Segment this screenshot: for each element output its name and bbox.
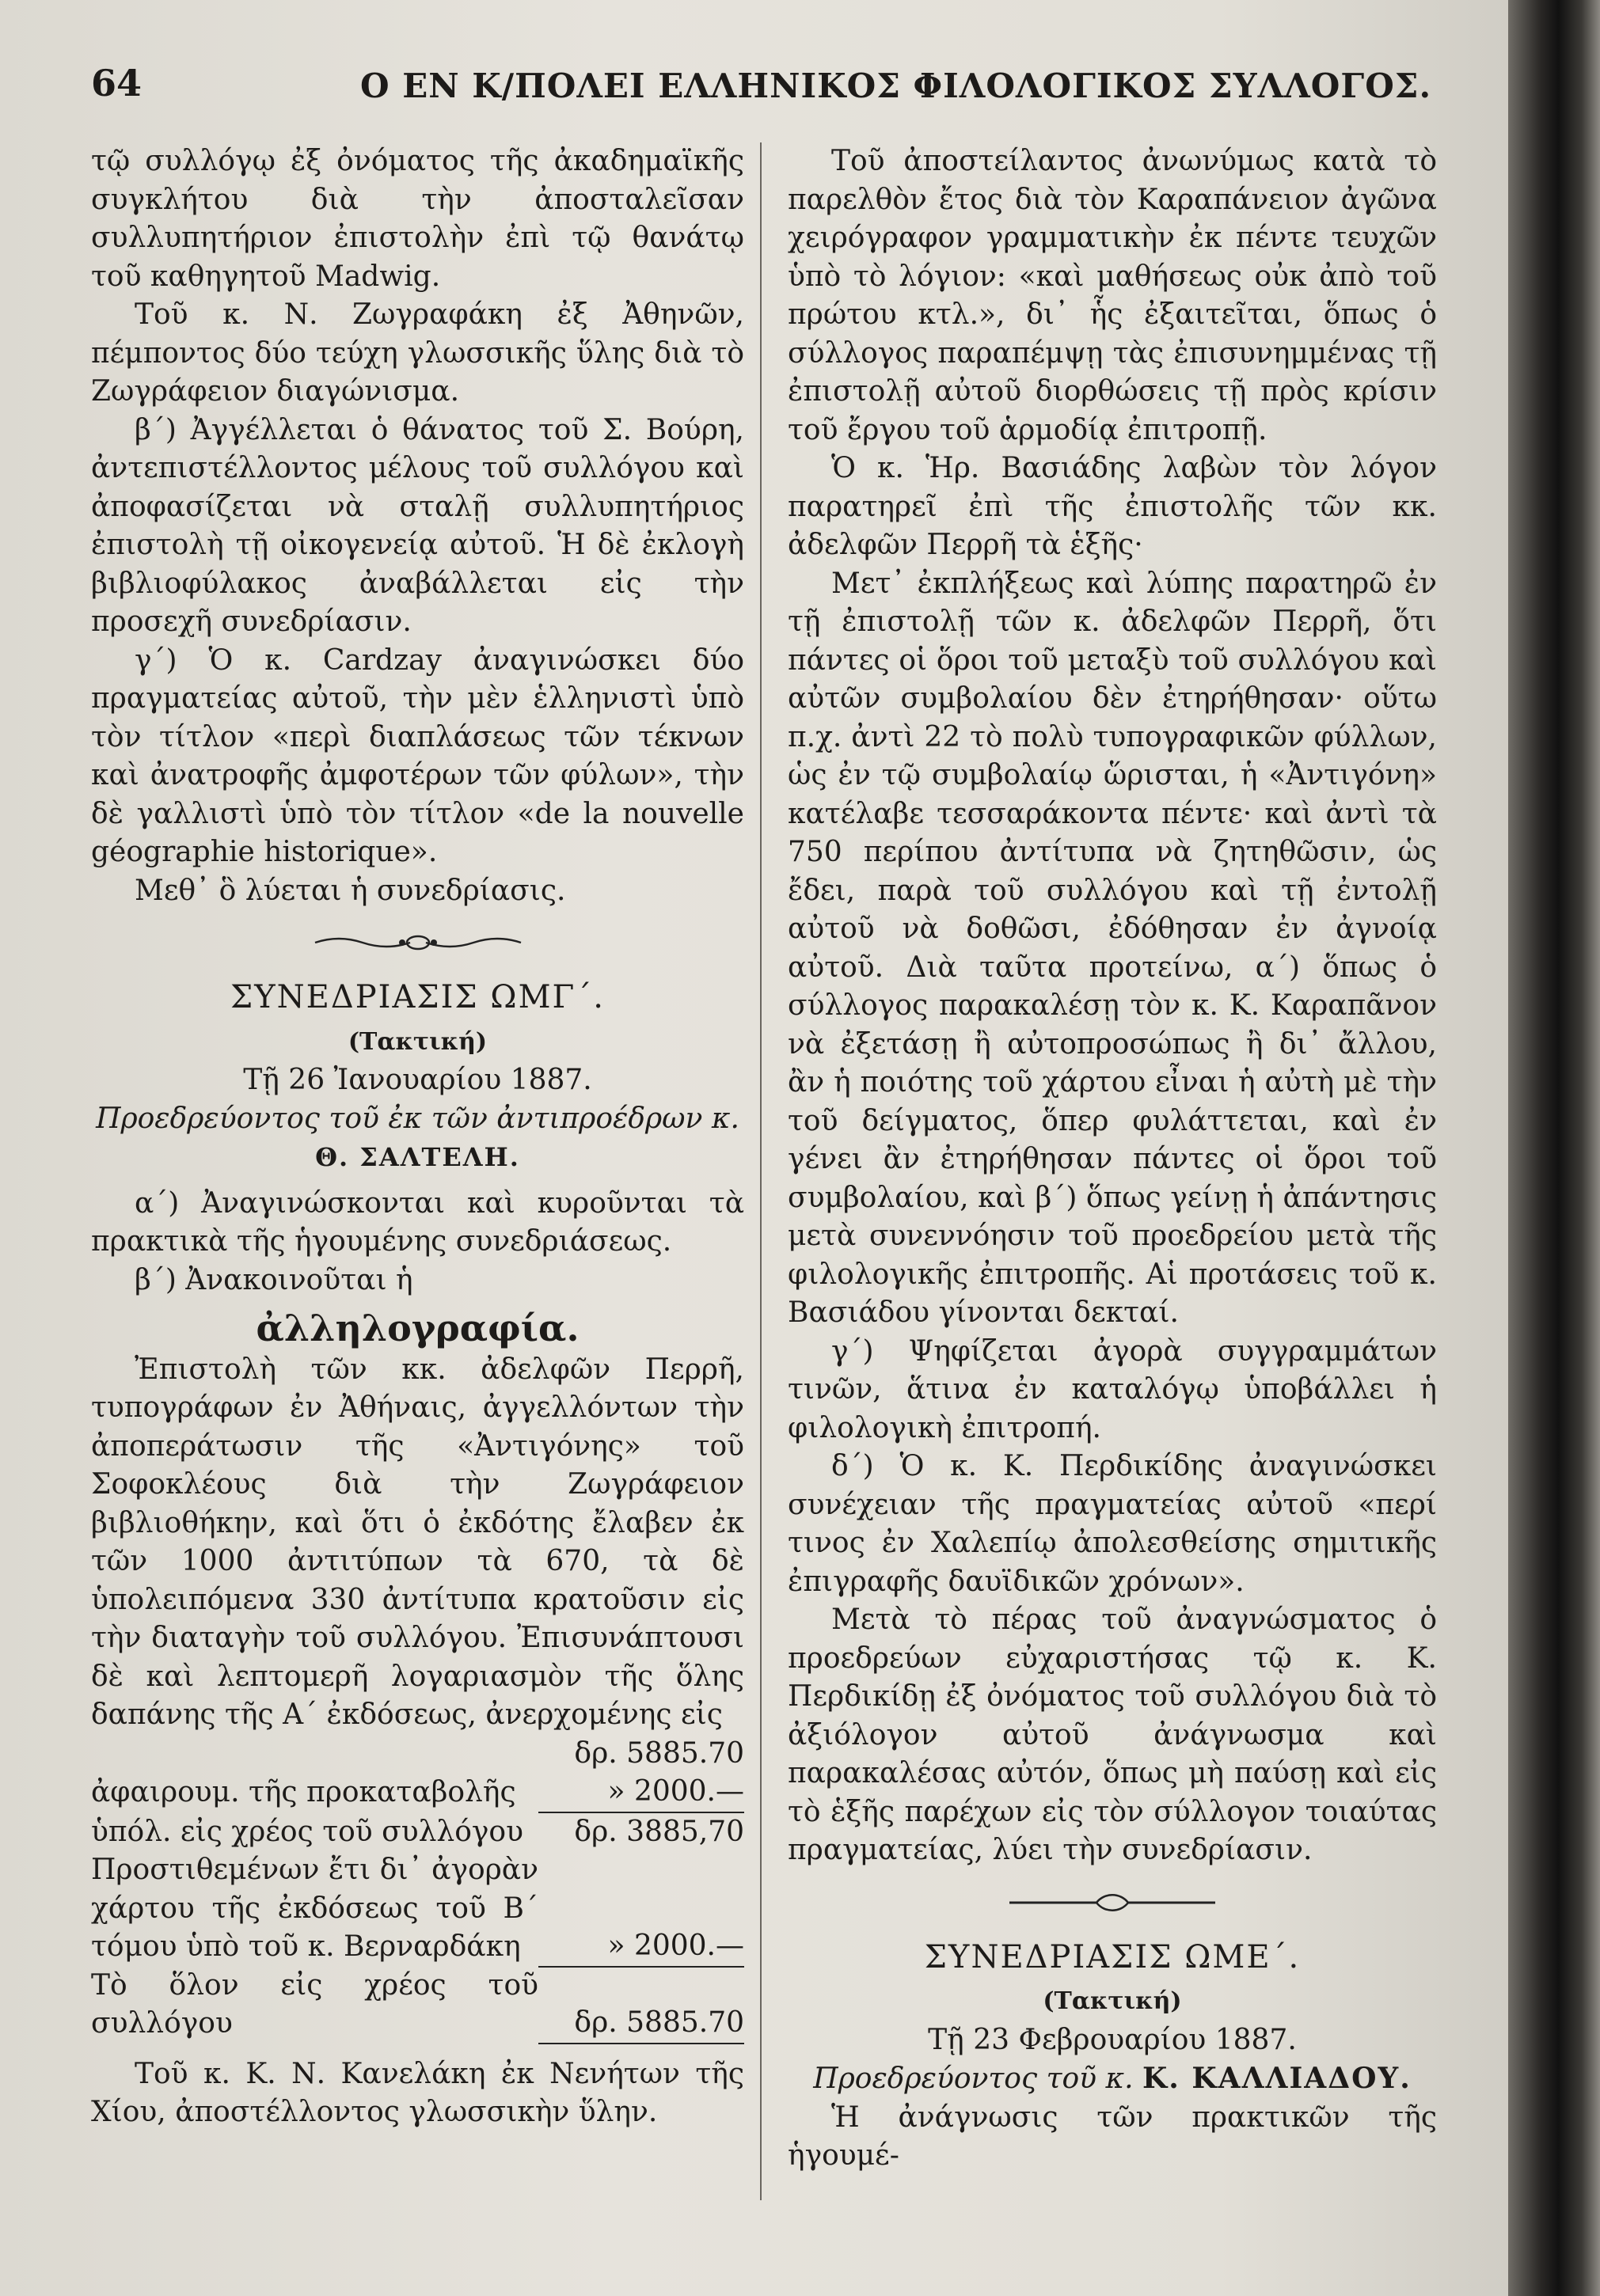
account-amount: δρ. 3885,70 [538, 1812, 744, 1852]
presiding-line [788, 2059, 1437, 2099]
ornament-divider [307, 931, 529, 954]
paragraph: Μετὰ τὸ πέρας τοῦ ἀναγνώσματος ὁ προεδρεύων εὐχαριστήσας τῷ κ. Κ. Περδικίδῃ ἐξ ὀνόματος τοῦ συλλόγου διὰ τὸ ἀξιόλογον αὐτοῦ ἀνάγνωσμα καὶ παρακαλέσας αὐτόν, ὅπως μὴ παύσῃ καὶ εἰς τὸ ἑξῆς παρέχων εἰς τὸν σύλλογον τοιαύτας πραγματείας, λύει τὴν συνεδρίασιν. [788, 1603, 1437, 1866]
presiding-name: Κ. ΚΑΛΛΙΑΔΟΥ. [1142, 2062, 1412, 2095]
right-column [788, 142, 1437, 2176]
account-amount: δρ. 5885.70 [538, 1967, 744, 2044]
session-date: Τῇ 26 Ἰανουαρίου 1887. [243, 1064, 592, 1096]
column-rule [760, 142, 762, 2200]
account-label [91, 1735, 538, 1774]
paragraph: δ΄) Ὁ κ. Κ. Περδικίδης ἀναγινώσκει συνέχειαν τῆς πραγματείας αὐτοῦ «περί τινος ἐν Χαλεπίῳ ἀπολεσθείσης σημιτικῆς ἐπιγραφῆς δαυϊδικῶν χρόνων». [788, 1450, 1437, 1598]
paragraph: Τοῦ κ. Κ. Ν. Κανελάκη ἐκ Νενήτων τῆς Χίου, ἀποστέλλοντος γλωσσικὴν ὕλην. [91, 2057, 744, 2128]
paragraph: Τοῦ κ. Ν. Ζωγραφάκη ἐξ Ἀθηνῶν, πέμποντος δύο τεύχη γλωσσικῆς ὕλης διὰ τὸ Ζωγράφειον διαγώνισμα. [91, 298, 744, 408]
account-label: Τὸ ὅλον εἰς χρέος τοῦ συλλόγου [91, 1968, 538, 2040]
running-head: Ο ΕΝ Κ/ΠΟΛΕΙ ΕΛΛΗΝΙΚΟΣ ΦΙΛΟΛΟΓΙΚΟΣ ΣΥΛΛΟΓΟΣ. [360, 66, 1432, 105]
presiding-line: Προεδρεύοντος τοῦ ἐκ τῶν ἀντιπροέδρων κ. [96, 1102, 739, 1135]
paragraph: α΄) Ἀναγινώσκονται καὶ κυροῦνται τὰ πρακτικὰ τῆς ἡγουμένης συνεδριάσεως. [91, 1186, 744, 1258]
paragraph: γ΄) Ὁ κ. Cardzay ἀναγινώσκει δύο πραγματείας αὐτοῦ, τὴν μὲν ἑλληνιστὶ ὑπὸ τὸν τίτλον «περὶ διαπλάσεως τῶν τέκνων καὶ ἀνατροφῆς ἀμφοτέρων τῶν φύλων», τὴν δὲ γαλλιστὶ ὑπὸ τὸν τίτλον «de la nouvelle géographie historique». [91, 643, 744, 868]
presiding-name: Θ. ΣΑΛΤΕΛΗ. [315, 1142, 520, 1172]
account-amount: δρ. 5885.70 [574, 1736, 744, 1770]
session-title: ΣΥΝΕΔΡΙΑΣΙΣ ΩΜΓ΄. [230, 979, 606, 1015]
account-row [91, 1773, 744, 1812]
paragraph: β΄) Ἀνακοινοῦται ἡ [135, 1263, 413, 1296]
session-date: Τῇ 23 Φεβρουαρίου 1887. [928, 2023, 1297, 2056]
account-row [91, 1967, 744, 2044]
paragraph: Ἐπιστολὴ τῶν κκ. ἀδελφῶν Περρῆ, τυπογράφων ἐν Ἀθήναις, ἀγγελλόντων τὴν ἀποπεράτωσιν τῆς «Ἀντιγόνης» τοῦ Σοφοκλέους διὰ τὴν Ζωγράφειον βιβλιοθήκην, καὶ ὅτι ὁ ἐκδότης ἔλαβεν ἐκ τῶν 1000 ἀντιτύπων τὰ 670, τὰ δὲ ὑπολειπόμενα 330 ἀντίτυπα κρατοῦσιν εἰς τὴν διαταγὴν τοῦ συλλόγου. Ἐπισυνάπτουσι δὲ καὶ λεπτομερῆ λογαριασμὸν τῆς ὅλης δαπάνης τῆς Α΄ ἐκδόσεως, ἀνερχομένης εἰς [91, 1353, 744, 1731]
account-label: ἀφαιρουμ. τῆς προκαταβολῆς [91, 1776, 516, 1808]
paragraph: β΄) Ἀγγέλλεται ὁ θάνατος τοῦ Σ. Βούρη, ἀντεπιστέλλοντος μέλους τοῦ συλλόγου καὶ ἀποφασίζεται νὰ σταλῇ συλλυπητήριος ἐπιστολὴ τῇ οἰκογενείᾳ αὐτοῦ. Ἡ δὲ ἐκλογὴ βιβλιοφύλακος ἀναβάλλεται εἰς τὴν προσεχῆ συνεδρίασιν. [91, 413, 744, 638]
account-table [91, 1735, 744, 2044]
presiding-text: Προεδρεύοντος τοῦ κ. [813, 2063, 1134, 2095]
paragraph: Τοῦ ἀποστείλαντος ἀνωνύμως κατὰ τὸ παρελθὸν ἔτος διὰ τὸν Καραπάνειον ἀγῶνα χειρόγραφον γραμματικὴν ἐκ πέντε τευχῶν ὑπὸ τὸ λόγιον: «καὶ μαθήσεως οὐκ ἀπὸ τοῦ πρώτου κτλ.», δι᾽ ἧς ἐξαιτεῖται, ὅπως ὁ σύλλογος παραπέμψῃ τὰς ἐπισυνημμένας τῇ ἐπιστολῇ αὐτοῦ διορθώσεις τῇ πρὸς κρίσιν τοῦ ἔργου τοῦ ἁρμοδίᾳ ἐπιτροπῇ. [788, 145, 1437, 446]
account-amount: » 2000.— [607, 1930, 744, 1962]
paragraph: Ὁ κ. Ἡρ. Βασιάδης λαβὼν τὸν λόγον παρατηρεῖ ἐπὶ τῆς ἐπιστολῆς τῶν κκ. ἀδελφῶν Περρῆ τὰ ἑξῆς· [788, 452, 1437, 561]
paragraph: Μεθ᾽ ὃ λύεται ἡ συνεδρίασις. [135, 874, 566, 907]
left-column [91, 142, 744, 2132]
account-label: ὑπόλ. εἰς χρέος τοῦ συλλόγου [91, 1815, 523, 1848]
paragraph: τῷ συλλόγῳ ἐξ ὀνόματος τῆς ἀκαδημαϊκῆς συγκλήτου διὰ τὴν ἀποσταλεῖσαν συλλυπητήριον ἐπιστολὴν ἐπὶ τῷ θανάτῳ τοῦ καθηγητοῦ Madwig. [91, 145, 744, 293]
page-number: 64 [91, 62, 143, 104]
correspondence-heading: ἀλληλογραφία. [256, 1307, 580, 1349]
book-gutter [1508, 0, 1600, 2296]
account-row [91, 1851, 744, 1967]
account-amount: » 2000.— [607, 1775, 744, 1808]
paragraph: γ΄) Ψηφίζεται ἀγορὰ συγγραμμάτων τινῶν, ἅτινα ἐν καταλόγῳ ὑποβάλλει ἡ φιλολογικὴ ἐπιτροπή. [788, 1334, 1437, 1444]
paragraph: Μετ᾽ ἐκπλήξεως καὶ λύπης παρατηρῶ ἐν τῇ ἐπιστολῇ τῶν κ. ἀδελφῶν Περρῆ, ὅτι πάντες οἱ ὅροι τοῦ μεταξὺ τοῦ συλλόγου καὶ αὐτῶν συμβολαίου δὲν ἐτηρήθησαν· οὕτω π.χ. ἀντὶ 22 τὸ πολὺ τυπογραφικῶν φύλλων, ὡς ἐν τῷ συμβολαίῳ ὥρισται, ἡ «Ἀντιγόνη» κατέλαβε τεσσαράκοντα πέντε· καὶ ἀντὶ τὰ 750 περίπου ἀντίτυπα νὰ ζητηθῶσιν, ὡς ἔδει, παρὰ τοῦ συλλόγου καὶ τῇ ἐντολῇ αὐτοῦ νὰ δοθῶσι, ἐδόθησαν ἐν ἀγνοίᾳ αὐτοῦ. Διὰ ταῦτα προτείνω, α΄) ὅπως ὁ σύλλογος παρακαλέσῃ τὸν κ. Κ. Καραπᾶνον νὰ ἐξετάσῃ ἢ αὐτοπροσώπως ἢ δι᾽ ἄλλου, ἂν ἡ ποιότης τοῦ χάρτου εἶναι ἡ αὐτὴ μὲ τὴν τοῦ δείγματος, ὅπερ φυλάττεται, καὶ ἐν γένει ἂν ἐτηρήθησαν πάντες οἱ ὅροι τοῦ συμβολαίου, καὶ β΄) ὅπως γείνῃ ἡ ἀπάντησις μετὰ συνεννόησιν τοῦ προεδρείου μετὰ τῆς φιλολογικῆς ἐπιτροπῆς. Αἱ προτάσεις τοῦ κ. Βασιάδου γίνονται δεκταί. [788, 567, 1437, 1329]
paragraph: Ἡ ἀνάγνωσις τῶν πρακτικῶν τῆς ἡγουμέ- [788, 2101, 1437, 2172]
session-type: (Τακτική) [1043, 1987, 1182, 2015]
page-header [91, 62, 1484, 117]
session-title: ΣΥΝΕΔΡΙΑΣΙΣ ΩΜΕ΄. [924, 1938, 1301, 1975]
account-label: Προστιθεμένων ἔτι δι᾽ ἀγορὰν χάρτου τῆς ἐκδόσεως τοῦ Β΄ τόμου ὑπὸ τοῦ κ. Βερναρδάκη [91, 1854, 538, 1963]
ornament-divider [1001, 1891, 1223, 1915]
account-row [91, 1735, 744, 1774]
account-row [91, 1812, 744, 1852]
session-type: (Τακτική) [348, 1027, 488, 1056]
